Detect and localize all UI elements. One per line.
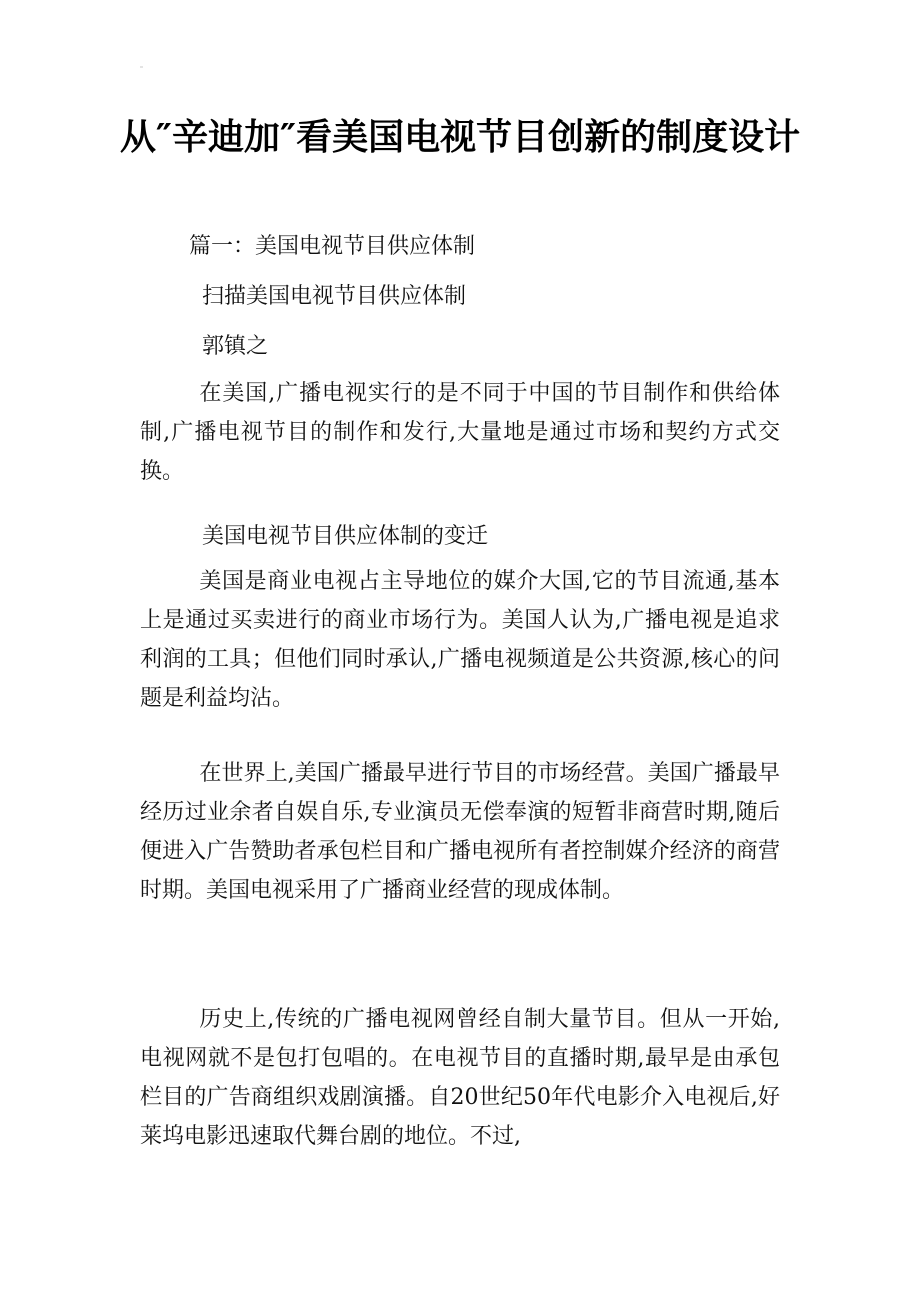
body-paragraph: 美国是商业电视占主导地位的媒介大国,它的节目流通,基本上是通过买卖进行的商业市场行为。美国人认为,广播电视是追求利润的工具；但他们同时承认,广播电视频道是公共资源,核心的问题是利益均沾。 xyxy=(140,569,780,711)
document-title: 从″辛迪加″看美国电视节目创新的制度设计 xyxy=(119,117,801,158)
body-paragraph: 历史上,传统的广播电视网曾经自制大量节目。但从一开始,电视网就不是包打包唱的。在电视节目的直播时期,最早是由承包栏目的广告商组织戏剧演播。自20世纪50年代电影介入电视后,好莱坞电影迅速取代舞台剧的地位。不过, xyxy=(140,1007,780,1149)
body-paragraph: 在世界上,美国广播最早进行节目的市场经营。美国广播最早经历过业余者自娱自乐,专业演员无偿奉演的短暂非商营时期,随后便进入广告赞助者承包栏目和广播电视所有者控制媒介经济的商营时期。美国电视采用了广播商业经营的现成体制。 xyxy=(140,761,780,903)
article-title: 扫描美国电视节目供应体制 xyxy=(202,284,467,309)
scan-speck xyxy=(140,66,143,68)
body-paragraph: 在美国,广播电视实行的是不同于中国的节目制作和供给体制,广播电视节目的制作和发行,大量地是通过市场和契约方式交换。 xyxy=(140,381,780,484)
author-name: 郭镇之 xyxy=(202,334,269,359)
section-heading: 篇一：美国电视节目供应体制 xyxy=(189,234,476,259)
subheading: 美国电视节目供应体制的变迁 xyxy=(202,524,489,549)
